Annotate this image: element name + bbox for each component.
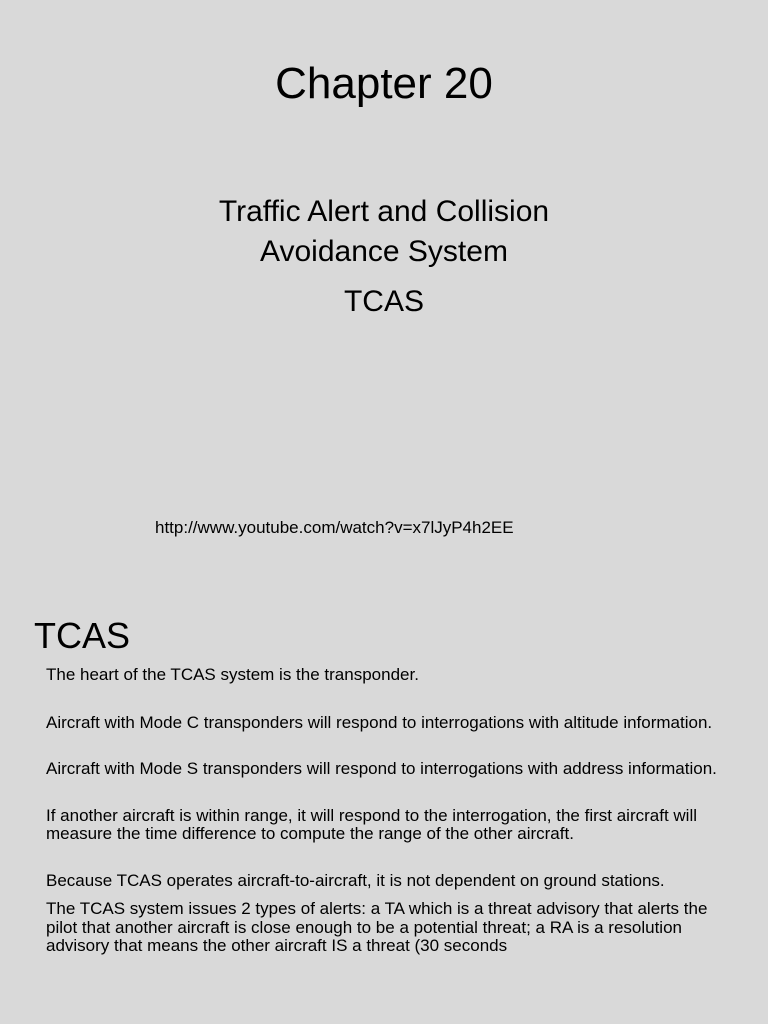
bullet-item: The TCAS system issues 2 types of alerts: a TA which is a threat advisory that alerts the pilot that another aircraft is close enough to be a potential threat; a RA is a resolution advisory that means the other aircraft IS a threat (30 seconds	[46, 899, 708, 955]
video-link[interactable]: http://www.youtube.com/watch?v=x7lJyP4h2EE	[155, 518, 514, 537]
bullet-item: Aircraft with Mode C transponders will respond to interrogations with altitude information.	[46, 712, 713, 732]
subtitle-line-2: Avoidance System	[260, 235, 508, 268]
bullet-item: Aircraft with Mode S transponders will respond to interrogations with address information.	[46, 759, 717, 778]
chapter-title: Chapter 20	[275, 59, 493, 108]
slide-heading: TCAS	[34, 615, 131, 656]
bullet-item: If another aircraft is within range, it will respond to the interrogation, the first aircraft will measure the time difference to compute the range of the other aircraft.	[46, 805, 698, 843]
subtitle-acronym: TCAS	[343, 285, 424, 318]
bullet-item: Because TCAS operates aircraft-to-aircraft, it is not dependent on ground stations.	[46, 870, 665, 890]
bullet-item: The heart of the TCAS system is the transponder.	[46, 665, 419, 684]
subtitle-line-1: Traffic Alert and Collision	[218, 195, 550, 228]
bullet-list	[46, 666, 736, 956]
tcas-slide	[0, 600, 768, 1024]
